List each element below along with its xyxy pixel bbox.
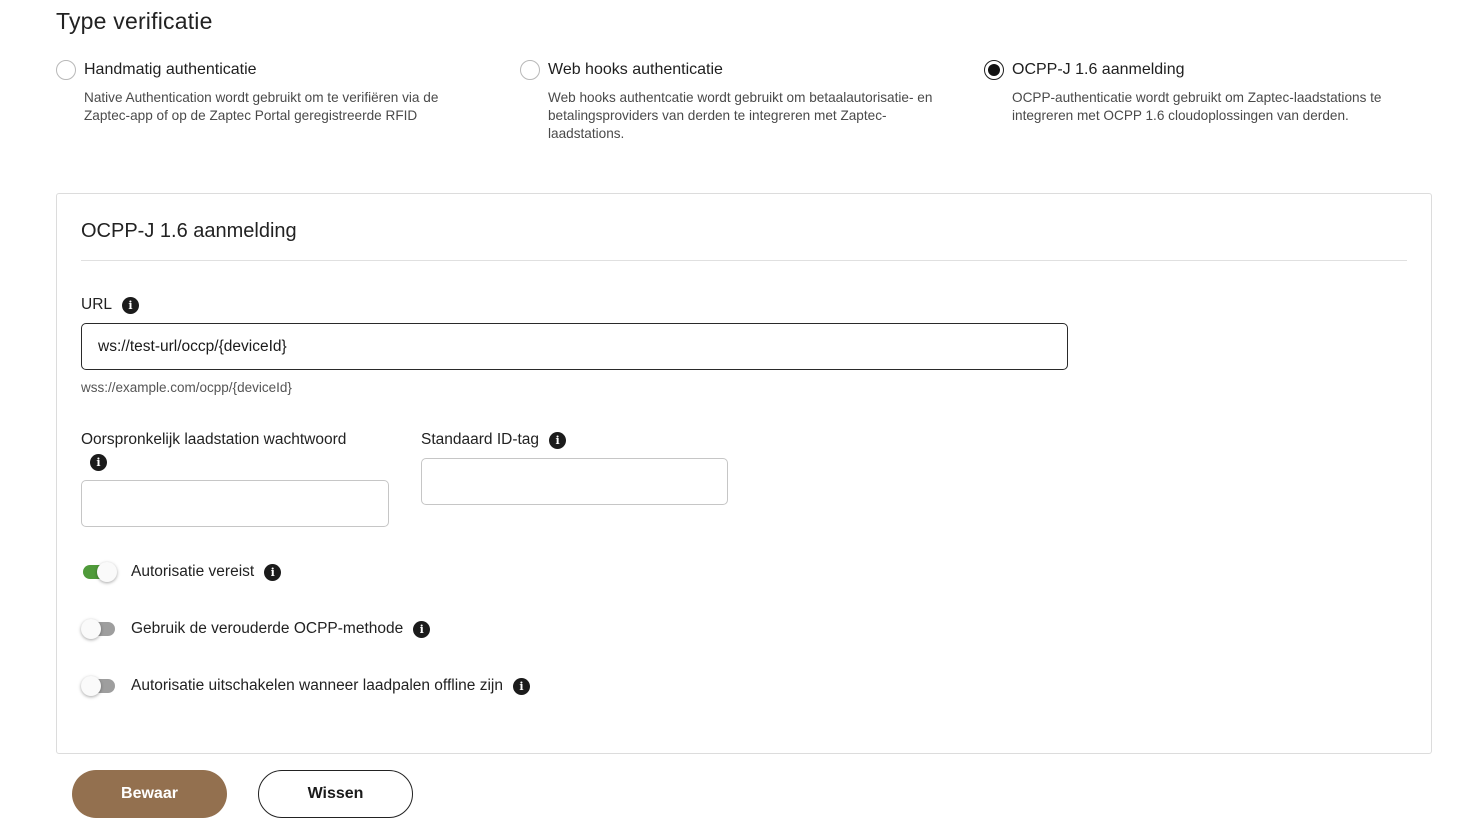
radio-label: Web hooks authenticatie	[548, 61, 723, 78]
radio-label: OCPP-J 1.6 aanmelding	[1012, 61, 1185, 78]
url-input[interactable]	[81, 323, 1068, 370]
radio-webhooks[interactable]	[520, 60, 940, 80]
toggle-label: Autorisatie uitschakelen wanneer laadpalen offline zijn	[131, 677, 503, 694]
radio-button[interactable]	[520, 60, 540, 80]
radio-description: OCPP-authenticatie wordt gebruikt om Zaptec-laadstations te integreren met OCPP 1.6 cloudoplossingen van derden.	[1012, 90, 1382, 123]
radio-button-selected[interactable]	[984, 60, 1004, 80]
info-icon[interactable]: i	[549, 432, 566, 449]
radio-manual[interactable]	[56, 60, 476, 80]
toggle-label: Autorisatie vereist	[131, 563, 255, 580]
toggle-row-authorization-required	[81, 561, 281, 583]
id-tag-label-text: Standaard ID-tag	[421, 431, 540, 448]
ocpp-settings-card	[56, 193, 1432, 754]
radio-description: Native Authentication wordt gebruikt om te verifiëren via de Zaptec-app of op de Zaptec Portal geregistreerde RFID	[84, 90, 439, 123]
card-title: OCPP-J 1.6 aanmelding	[81, 220, 297, 242]
card-divider	[81, 260, 1407, 261]
offline-authorization-toggle[interactable]	[81, 675, 117, 697]
radio-description: Web hooks authentcatie wordt gebruikt om betaalautorisatie- en betalingsproviders van derden te integreren met Zaptec-laadstations.	[548, 90, 933, 141]
section-title: Type verificatie	[56, 8, 213, 34]
password-label-text: Oorspronkelijk laadstation wachtwoord	[81, 431, 347, 448]
info-icon[interactable]: i	[122, 297, 139, 314]
toggle-row-offline-authorization	[81, 675, 530, 697]
info-icon[interactable]: i	[413, 621, 430, 638]
url-label	[81, 296, 139, 314]
info-icon[interactable]: i	[90, 454, 107, 471]
url-label-text: URL	[81, 296, 113, 313]
radio-ocpp[interactable]	[984, 60, 1424, 80]
radio-label: Handmatig authenticatie	[84, 61, 257, 78]
toggle-row-legacy-ocpp	[81, 618, 430, 640]
auth-option-manual	[56, 60, 476, 125]
info-icon[interactable]: i	[264, 564, 281, 581]
id-tag-input[interactable]	[421, 458, 728, 505]
password-input[interactable]	[81, 480, 389, 527]
auth-option-ocpp	[984, 60, 1424, 125]
legacy-ocpp-toggle[interactable]	[81, 618, 117, 640]
authorization-required-toggle[interactable]	[81, 561, 117, 583]
save-button[interactable]: Bewaar	[72, 770, 227, 818]
auth-option-webhooks	[520, 60, 940, 143]
info-icon[interactable]: i	[513, 678, 530, 695]
id-tag-label	[421, 431, 566, 449]
radio-button[interactable]	[56, 60, 76, 80]
toggle-label: Gebruik de verouderde OCPP-methode	[131, 620, 404, 637]
password-label	[81, 431, 346, 449]
url-hint: wss://example.com/ocpp/{deviceId}	[81, 380, 292, 395]
clear-button[interactable]: Wissen	[258, 770, 413, 818]
